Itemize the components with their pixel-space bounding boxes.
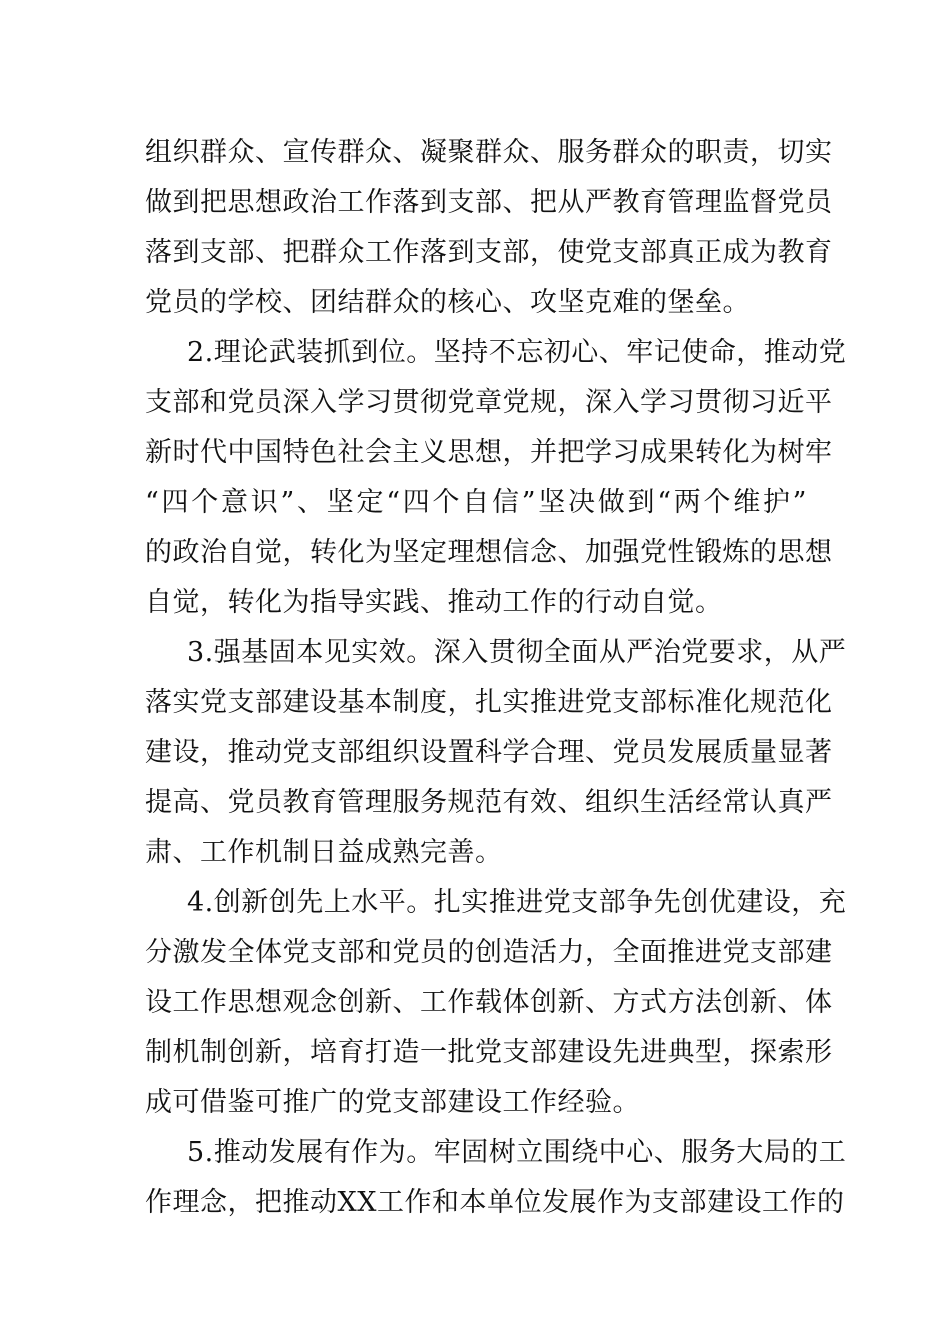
text-line: 提高、党员教育管理服务规范有效、组织生活经常认真严 [145, 787, 833, 818]
text-line: 制机制创新，培育打造一批党支部建设先进典型，探索形 [145, 1037, 833, 1068]
paragraph-innovation [145, 878, 847, 1128]
text-line: 党员的学校、团结群众的核心、攻坚克难的堡垒。 [145, 287, 750, 318]
text-line: 4.创新创先上水平。扎实推进党支部争先创优建设，充 [187, 887, 847, 918]
text-line: 建设，推动党支部组织设置科学合理、党员发展质量显著 [145, 737, 833, 768]
text-line: 成可借鉴可推广的党支部建设工作经验。 [145, 1087, 640, 1118]
text-line: 5.推动发展有作为。牢固树立围绕中心、服务大局的工 [187, 1137, 847, 1168]
text-line: 分激发全体党支部和党员的创造活力，全面推进党支部建 [145, 937, 833, 968]
text-line: 设工作思想观念创新、工作载体创新、方式方法创新、体 [145, 987, 833, 1018]
paragraph-theory-arming [145, 328, 847, 628]
text-line: 2.理论武装抓到位。坚持不忘初心、牢记使命，推动党 [187, 337, 847, 368]
text-line: 支部和党员深入学习贯彻党章党规，深入学习贯彻习近平 [145, 387, 833, 418]
paragraph-continued [145, 128, 833, 328]
paragraph-strengthen-foundation [145, 628, 847, 878]
text-line: 落实党支部建设基本制度，扎实推进党支部标准化规范化 [145, 687, 833, 718]
text-line: 新时代中国特色社会主义思想，并把学习成果转化为树牢 [145, 437, 833, 468]
document-body [145, 128, 847, 1228]
text-line: “四个意识”、坚定“四个自信”坚决做到“两个维护” [145, 487, 807, 518]
text-line: 的政治自觉，转化为坚定理想信念、加强党性锻炼的思想 [145, 537, 833, 568]
text-line: 落到支部、把群众工作落到支部，使党支部真正成为教育 [145, 237, 833, 268]
text-line: 自觉，转化为指导实践、推动工作的行动自觉。 [145, 587, 723, 618]
text-line: 作理念，把推动XX工作和本单位发展作为支部建设工作的 [145, 1187, 845, 1218]
text-line: 3.强基固本见实效。深入贯彻全面从严治党要求，从严 [187, 637, 847, 668]
paragraph-promote-development [145, 1128, 847, 1228]
text-line: 组织群众、宣传群众、凝聚群众、服务群众的职责，切实 [145, 137, 833, 168]
text-line: 肃、工作机制日益成熟完善。 [145, 837, 503, 868]
text-line: 做到把思想政治工作落到支部、把从严教育管理监督党员 [145, 187, 833, 218]
